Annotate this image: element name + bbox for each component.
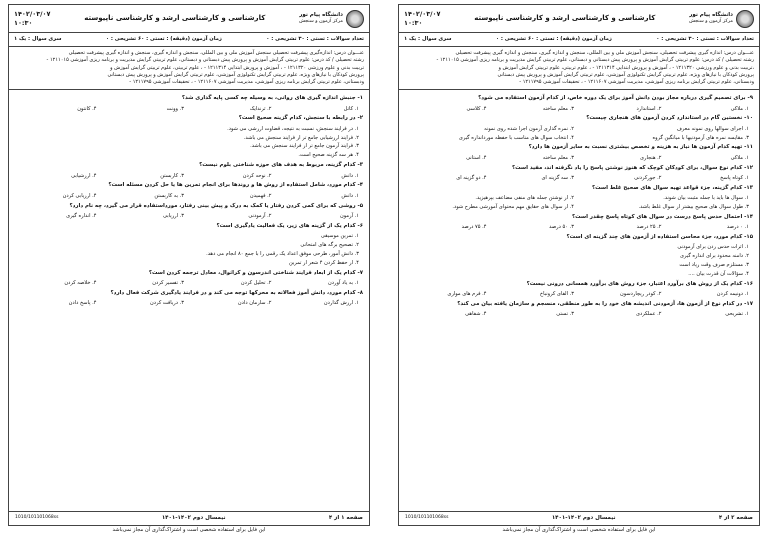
exam-title: کارشناسی و کارشناسی ارشد و کارشناسی ناپیوسته [474, 13, 656, 22]
exam-duration: زمان آزمون (دقیقه) : تستی : ۶۰ تشریحی : ۰ [495, 36, 612, 42]
answer-option: ۲. ۲۵ درصد [636, 224, 662, 231]
question-item [405, 144, 753, 161]
answer-option: ۱. ملاکی [730, 105, 749, 112]
answer-option: ۱. دونیمه کردن [716, 291, 749, 298]
answer-option: ۳. مقایسه نمره های آزمودنیها با میانگین گروه [652, 134, 749, 141]
answer-options [15, 126, 363, 160]
exam-meta [9, 33, 369, 47]
answer-option: ۴. ارزیابی کردن [62, 192, 97, 199]
answer-option: ۱. دانش [341, 172, 359, 179]
term-label: نیمسال دوم ۱۴۰۲-۱۴۰۱ [161, 514, 226, 521]
question-text: ۱۴- احتمال حدس پاسخ درست در سوال های کوتاه پاسخ چقدر است؟ [572, 213, 753, 220]
answer-option: ۲. سازمان دادن [237, 300, 272, 307]
university-logo [299, 10, 364, 28]
question-item [15, 95, 363, 112]
question-text: ۶- کدام یک از گزینه های زیر، یک فعالیت یادگیری است؟ [216, 222, 363, 229]
field-line-4: ودبستانی، علوم تربیتی گرایش برنامه ریزی آموزشی، مدیریت آموزشی ۱۲۱۱۶۰۷ - ، تحقیقات آموزشی ۱۲۱۱۷۹۵ - [519, 79, 754, 86]
answer-option: ۱. آزمون [340, 212, 359, 219]
exam-title: کارشناسی و کارشناسی ارشد و کارشناسی ناپیوسته [84, 13, 266, 22]
exam-page-right [398, 4, 760, 526]
question-item [405, 95, 753, 112]
answer-options [405, 155, 753, 162]
question-item [405, 185, 753, 211]
question-item [15, 182, 363, 199]
answer-option: ۱. کوتاه پاسخ [720, 174, 749, 181]
answer-option: ۲. فهمیدن [249, 192, 272, 199]
question-text: ۹- برای تصمیم گیری درباره مجاز بودن دانش آموز برای یک دوره خاص، از کدام آزمون استفاده می شود؟ [478, 95, 753, 102]
question-text: ۲- در رابطه با سنجش، کدام گزینه صحیح است؟ [238, 115, 363, 122]
answer-option: ۳. وونت [166, 105, 184, 112]
answer-option: ۳. ۵۰ درصد [549, 224, 574, 231]
question-item [405, 165, 753, 182]
answer-option: ۲. استاندارد [636, 105, 662, 112]
answer-option: ۴. سؤالات آن قدرت بیان .... [688, 270, 749, 277]
answer-options [15, 106, 363, 113]
answer-option: ۱. اجرای سوالها روی نمونه معرف [676, 125, 749, 132]
exam-code: 1010/101101068ss [405, 515, 449, 521]
answer-option: ۳. دریافت کردن [150, 300, 184, 307]
question-item [15, 270, 363, 287]
exam-center: مرکز آزمون و سنجش [689, 18, 733, 24]
answer-option: ۳. معلم ساخته [542, 154, 574, 161]
answer-option: ۱. در فرایند سنجش، نسبت به نتیجه، قضاوت ارزشی می شود. [227, 125, 359, 132]
course-info [399, 47, 759, 90]
answer-option: ۴. از سوال های حقایق مهم محتوای آموزشی مطرح شود. [452, 204, 574, 210]
question-series: سری سوال : یک ۱ [14, 36, 62, 42]
university-name: دانشگاه پیام نور [299, 11, 343, 18]
answer-option: ۲. عملکردی [635, 311, 662, 318]
question-text: ۱۲- کدام نوع سوال، برای کودکان کوچک که هنوز نوشتن پاسخ را یاد نگرفته اند، مفید است؟ [511, 164, 753, 171]
question-series: سری سوال : یک ۱ [404, 36, 452, 42]
exam-code: 1010/101101068ss [15, 515, 59, 521]
answer-option: ۴. از حفظ کردن ۴ شعر از تمرین [288, 259, 359, 266]
answer-option: ۴. انتخاب سوال های مناسب با حفظه مورداندازه گیری [458, 134, 574, 141]
page-number: صفحه ۲ از ۴ [718, 514, 753, 521]
answer-option: ۴. کانتون [77, 105, 97, 112]
question-item [405, 115, 753, 141]
question-text: ۱۱- تهیه کدام آزمون ها نیاز به هزینه و تخصص بیشتری نسبت به سایر آزمون ها دارد؟ [528, 144, 753, 151]
answer-option: ۱. تمرین موسیقی [320, 233, 359, 240]
question-text: ۳- کدام گزینه، مربوط به هدف های حوزه شناختی بلوم نیست؟ [199, 162, 363, 169]
page-footer [399, 511, 759, 525]
answer-option: ۲. فرایند ارزشیابی جامع تر از فرایند سنجش می باشد. [243, 134, 359, 141]
answer-option: ۳. فرایند آزمون جامع تر از فرایند سنجش می باشد. [250, 143, 359, 150]
answer-option: ۴. ۷۵ درصد [461, 224, 487, 231]
exam-duration: زمان آزمون (دقیقه) : تستی : ۶۰ تشریحی : ۰ [105, 36, 222, 42]
answer-option: ۴. کلاسی [466, 105, 487, 112]
university-name: دانشگاه پیام نور [689, 11, 733, 18]
answer-option: ۲. جورکردنی [634, 174, 662, 181]
answer-option: ۱. اثرات حدس زدن برای آزمودنی [677, 244, 749, 251]
answer-option: ۱. ۰ درصد [726, 224, 749, 231]
question-item [15, 223, 363, 267]
university-seal-icon [736, 10, 754, 28]
question-text: ۱۷- در کدام نوع از آزمون ها، آزمودنی اندیشه های خود را به طور منطقی، منسجم و سازمان یافته بیان می کند؟ [457, 301, 753, 308]
answer-options [405, 175, 753, 182]
question-item [405, 281, 753, 298]
question-text: ۱- جنبش اندازه گیری های روانی، به وسیله چه کسی پایه گذاری شد؟ [181, 95, 363, 102]
answer-options [15, 233, 363, 267]
answer-options [15, 173, 363, 180]
answer-option: ۴. دو گزینه ای [456, 174, 487, 181]
answer-option: ۲. هنجاری [640, 154, 662, 161]
question-text: ۴- کدام مورد، شامل استفاده از روش ها و روندها برای انجام تمرین ها یا حل کردن مسئله است؟ [108, 182, 363, 189]
usage-note: این فایل برای استفاده شخصی است و اشتراک‌گذاری آن مجاز نمی‌باشد [502, 527, 656, 533]
answer-option: ۲. نوحه کردن [242, 172, 272, 179]
answer-options [15, 193, 363, 200]
answer-option: ۴. پاسخ دادن [68, 300, 97, 307]
answer-option: ۱. ارزش گذاردن [323, 300, 359, 307]
question-item [405, 234, 753, 278]
answer-options [405, 224, 753, 231]
answer-option: ۳. طول سوال های صحیح بیشتر از سوال غلط باشد. [638, 204, 749, 210]
course-title: عنـــوان درس: اندازه‌گیری پیشرفت تحصیلی سنجش آموزش ملی و بین المللی، سنجش و اندازه گیری، سنجش و اندازه گیری پیشرفت تحصیلی [68, 50, 364, 57]
answer-options [405, 311, 753, 318]
answer-options [15, 280, 363, 287]
exam-date: ۱۴۰۲/۰۳/۰۷ [14, 10, 51, 19]
field-line-2: تربیت بدنی و علوم ورزشی ۱۲۱۱۳۲۰ - ، آموزش و پرورش ابتدایی ۱۲۱۱۳۱۴ - ، علوم تربیتی، علوم تربیتی گرایش آموزش و [110, 64, 364, 71]
answer-option: ۱. به یاد آوردن [328, 279, 359, 286]
question-item [15, 162, 363, 179]
answer-option: ۴. استانی [466, 154, 487, 161]
page-header [399, 5, 759, 33]
answer-option: ۲. تحلیل کردن [240, 279, 272, 286]
answer-options [15, 213, 363, 220]
question-item [15, 203, 363, 220]
page-number: صفحه ۱ از ۴ [328, 514, 363, 521]
answer-option: ۴. هر سه گزینه صحیح است. [298, 152, 359, 159]
field-line-1: رشته تحصیلی / کد درس: علوم تربیتی گرایش آموزش و پرورش پیش دبستانی و دبستانی، علوم تربیتی گرایش مدیریت و برنامه ریزی آموزشی ۱۲۱۱۰۱۵ - [46, 57, 364, 64]
answer-option: ۱. سوال ها باید با جمله مثبت بیان شوند. [663, 195, 749, 202]
answer-options [405, 126, 753, 142]
question-text: ۱۳- کدام گزینه، جزء قواعد تهیه سوال های صحیح غلط است؟ [591, 184, 753, 191]
question-list [9, 90, 369, 309]
question-item [15, 115, 363, 159]
answer-option: ۳. سه گزینه ای [541, 174, 574, 181]
answer-option: ۳. ارزیابی [163, 212, 184, 219]
answer-option: ۴. اندازه گیری [66, 212, 97, 219]
usage-note: این فایل برای استفاده شخصی است و اشتراک‌گذاری آن مجاز نمی‌باشد [112, 527, 266, 533]
page-header [9, 5, 369, 33]
question-count: تعداد سوالات : تستی : ۳۰ تشریحی : ۰ [266, 36, 364, 42]
field-line-1: رشته تحصیلی / کد درس: علوم تربیتی گرایش آموزش و پرورش پیش دبستانی و دبستانی، علوم تربیتی گرایش مدیریت و برنامه ریزی آموزشی ۱۲۱۱۰۱۵ - [436, 57, 754, 64]
answer-option: ۳. معلم ساخته [542, 105, 574, 112]
question-count: تعداد سوالات : تستی : ۳۰ تشریحی : ۰ [656, 36, 754, 42]
answer-option: ۲. دامنه محدود برای اندازه گیری [679, 253, 749, 260]
question-list [399, 90, 759, 320]
question-text: ۸- کدام مورد، دانش آموز فعالانه به محرکها توجه می کند و در فرایند یادگیری شرکت فعال دارد؟ [110, 289, 363, 296]
field-line-2: ،تربیت بدنی و علوم ورزشی ۱۲۱۱۳۲۰ - ، آموزش و پرورش ابتدایی ۱۲۱۱۳۱۴ - ، علوم تربیتی، علوم تربیتی گرایش آموزش و [498, 64, 754, 71]
answer-option: ۳. مستلزم صرف وقت زیاد است [679, 262, 749, 269]
question-text: ۱۶- کدام یک از روش های برآورد اعتبار، جزء روش های برآورد همسانی درونی نیست؟ [526, 280, 753, 287]
answer-option: ۳. دانش آموز، طرحی موفق اعداد یک رقمی را با جمع ۸۰ انجام می دهد. [206, 250, 359, 257]
answer-options [405, 244, 753, 278]
answer-option: ۱. دانش [341, 192, 359, 199]
answer-options [405, 195, 753, 211]
question-item [405, 301, 753, 318]
answer-option: ۲. نمره گذاری آزمون اجرا شده روی نمونه [484, 125, 574, 132]
term-label: نیمسال دوم ۱۴۰۲-۱۴۰۱ [551, 514, 616, 521]
question-text: ۵- روشی که برای کمی کردن رفتار یا کمک به درک و پیش بینی رفتار، مورداستفاده قرار می گیرد، چه نام دارد؟ [69, 202, 363, 209]
question-item [405, 214, 753, 231]
answer-option: ۱. تشریحی [725, 311, 749, 318]
answer-option: ۴. خلاصه کردن [64, 279, 97, 286]
answer-option: ۳. کاربستن [160, 172, 184, 179]
answer-option: ۲. از نوشتن جمله های منفی مضاعف بپرهیزید. [475, 195, 574, 202]
answer-option: ۴. شفاهی [465, 311, 487, 318]
answer-option: ۲. آزمودنی [248, 212, 272, 219]
exam-meta [399, 33, 759, 47]
answer-options [15, 300, 363, 307]
course-info [9, 47, 369, 90]
course-title: عنـــوان درس: اندازه گیری پیشرفت تحصیلی، سنجش آموزش ملی و بین المللی، سنجش و اندازه گیری، سنجش و اندازه گیری پیشرفت تحصیلی [455, 50, 754, 57]
answer-options [405, 291, 753, 298]
answer-option: ۳. به کاربستن [154, 192, 184, 199]
field-line-3: پرورش کودکان با نیازهای ویژه، علوم تربیتی گرایش تکنولوژی آموزشی، علوم تربیتی گرایش آموزش و پرورش پیش دبستانی [497, 71, 754, 78]
question-text: ۱۵- کدام مورد، جزء محاسن استفاده از آزمون های چند گزینه ای است؟ [566, 234, 753, 241]
answer-option: ۱. ملاکی [730, 154, 749, 161]
answer-option: ۲. ثرندایک [249, 105, 272, 112]
answer-options [405, 106, 753, 113]
question-item [15, 290, 363, 307]
question-text: ۷- کدام یک از ابعاد فرایند شناختی اندرسون و کراثوال، معادل ترجمه کردن است؟ [148, 269, 363, 276]
exam-page-left [8, 4, 370, 526]
answer-option: ۲. تصحیح برگه های امتحانی [300, 241, 359, 248]
field-line-4: ودبستانی، علوم تربیتی گرایش برنامه ریزی آموزشی، مدیریت آموزشی ۱۲۱۱۶۰۷ - ، تحقیقات آموزشی ۱۲۱۱۷۹۵ - [129, 79, 364, 86]
exam-time: ۱۰:۳۰ [14, 18, 33, 27]
exam-center: مرکز آزمون و سنجش [299, 18, 343, 24]
exam-time: ۱۰:۳۰ [404, 18, 423, 27]
field-line-3: پرورش کودکان با نیازهای ویژه، علوم تربیتی گرایش تکنولوژی آموزشی، علوم تربیتی گرایش آموزش و پرورش پیش دبستانی [107, 71, 364, 78]
answer-option: ۴. ارزشیابی [71, 172, 97, 179]
answer-option: ۳. تفسیر کردن [152, 279, 184, 286]
question-text: ۱۰- نخستین گام در استاندارد کردن آزمون های هنجاری چیست؟ [586, 115, 753, 122]
answer-option: ۳. الفای کرونباخ [539, 291, 574, 298]
exam-date: ۱۴۰۲/۰۳/۰۷ [404, 10, 441, 19]
university-seal-icon [346, 10, 364, 28]
page-footer [9, 511, 369, 525]
university-logo [689, 10, 754, 28]
answer-option: ۲. کودر ریچاردسون [620, 291, 662, 298]
answer-option: ۴. فرم های موازی [447, 291, 487, 298]
answer-option: ۳. تستی [556, 311, 574, 318]
answer-option: ۱. کاتل [343, 105, 359, 112]
